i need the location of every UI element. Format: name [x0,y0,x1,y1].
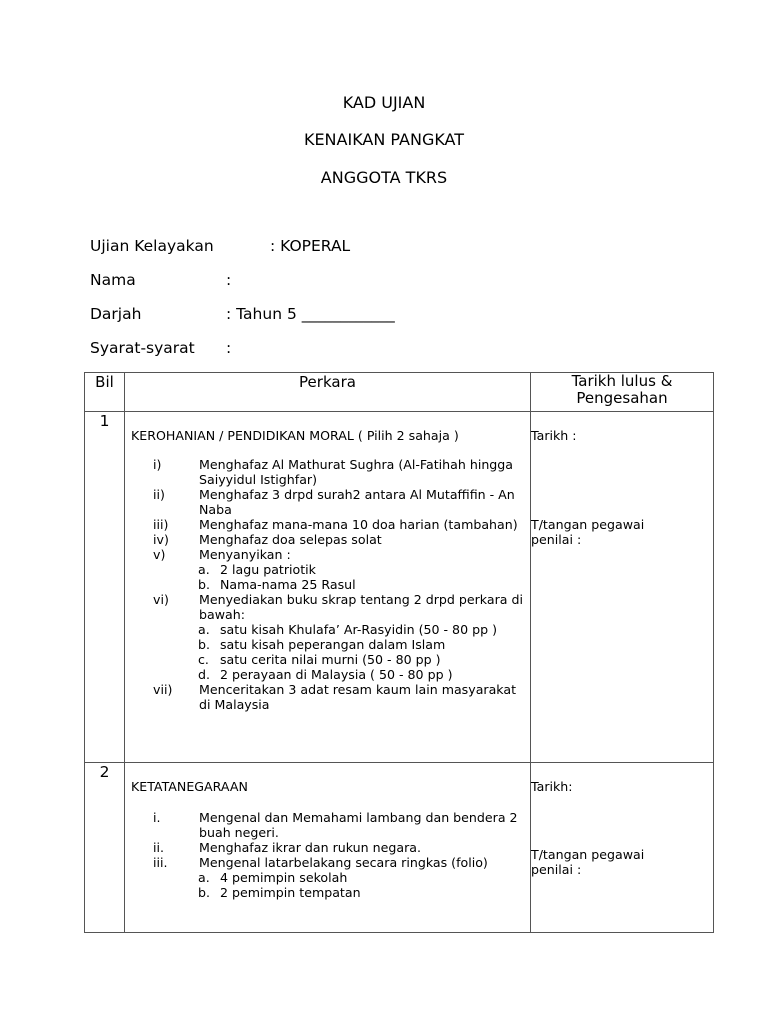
tarikh-label: Tarikh: [531,779,573,794]
tandatangan-line1: T/tangan pegawai [531,517,645,532]
list-item [125,547,530,562]
ujian-kelayakan-label: Ujian Kelayakan [90,237,214,255]
tandatangan-label [531,847,713,877]
section-title: KETATANEGARAAN [131,779,248,794]
sub-item-letter: b. [198,637,210,652]
requirements-table [84,372,714,933]
row-number: 1 [85,412,125,763]
item-text: Mengenal dan Memahami lambang dan bendera 2 buah negeri. [199,810,518,840]
item-text: Mengenal latarbelakang secara ringkas (folio) [199,855,488,870]
darjah-field [90,305,395,323]
sub-item-letter: b. [198,577,210,592]
item-text: Menghafaz mana-mana 10 doa harian (tambahan) [199,517,518,532]
sub-item [125,870,530,885]
header-tarikh-line2: Pengesahan [576,389,668,407]
list-item [125,592,530,622]
sub-item [125,652,530,667]
document-subtitle-2: ANGGOTA TKRS [320,168,448,187]
row-perkara [125,412,531,763]
header-tarikh-line1: Tarikh lulus & [571,372,673,390]
list-item [125,532,530,547]
darjah-label: Darjah [90,305,142,323]
syarat-label: Syarat-syarat [90,339,195,357]
row-tarikh-cell [531,763,714,933]
list-item [125,855,530,870]
item-number: iii) [153,517,169,532]
table-row [85,763,714,933]
item-number: v) [153,547,166,562]
item-list [125,457,530,712]
item-text: Menghafaz 3 drpd surah2 antara Al Mutaffifin - An Naba [199,487,515,517]
sub-item-text: satu kisah peperangan dalam Islam [220,637,446,652]
sub-item-text: satu cerita nilai murni (50 - 80 pp ) [220,652,441,667]
syarat-value: : [226,339,232,357]
item-number: i. [153,810,161,825]
list-item [125,457,530,487]
item-number: ii) [153,487,165,502]
row-perkara [125,763,531,933]
document-subtitle: KENAIKAN PANGKAT [303,130,465,149]
nama-label: Nama [90,271,136,289]
syarat-field [90,339,232,357]
list-item [125,517,530,532]
sub-item [125,577,530,592]
sub-item-text: 2 perayaan di Malaysia ( 50 - 80 pp ) [220,667,453,682]
item-text: Menghafaz doa selepas solat [199,532,382,547]
sub-item [125,885,530,900]
item-number: ii. [153,840,165,855]
row-number: 2 [85,763,125,933]
list-item [125,487,530,517]
tandatangan-line2: penilai : [531,862,582,877]
sub-item-text: 2 lagu patriotik [220,562,316,577]
sub-item-letter: b. [198,885,210,900]
item-number: vii) [153,682,173,697]
sub-item [125,562,530,577]
sub-item-letter: a. [198,870,210,885]
sub-item [125,667,530,682]
list-item [125,840,530,855]
item-text: Menghafaz ikrar dan rukun negara. [199,840,421,855]
header-tarikh [531,373,714,412]
item-text: Menceritakan 3 adat resam kaum lain masyarakat di Malaysia [199,682,517,712]
sub-item-letter: a. [198,622,210,637]
tandatangan-label [531,517,713,547]
section-title: KEROHANIAN / PENDIDIKAN MORAL ( Pilih 2 sahaja ) [131,428,459,443]
sub-item-letter: d. [198,667,210,682]
sub-item-letter: a. [198,562,210,577]
header-bil: Bil [85,373,125,412]
ujian-kelayakan-value: : KOPERAL [270,237,351,255]
nama-field [90,271,232,289]
table-header-row [85,373,714,412]
document-title: KAD UJIAN [342,93,426,112]
sub-item-text: 4 pemimpin sekolah [220,870,348,885]
item-number: vi) [153,592,169,607]
table-row [85,412,714,763]
sub-item [125,637,530,652]
item-text: Menghafaz Al Mathurat Sughra (Al-Fatihah hingga Saiyyidul Istighfar) [199,457,514,487]
item-list [125,810,530,900]
item-text: Menyanyikan : [199,547,291,562]
sub-item-text: satu kisah Khulafa’ Ar-Rasyidin (50 - 80 pp ) [220,622,497,637]
list-item [125,810,530,840]
ujian-kelayakan-field [90,237,351,255]
nama-value: : [226,271,232,289]
sub-item-text: 2 pemimpin tempatan [220,885,361,900]
item-number: iv) [153,532,169,547]
sub-item [125,622,530,637]
row-tarikh-cell [531,412,714,763]
list-item [125,682,530,712]
sub-item-letter: c. [198,652,209,667]
header-perkara: Perkara [125,373,531,412]
sub-item-text: Nama-nama 25 Rasul [220,577,356,592]
item-number: i) [153,457,162,472]
item-text: Menyediakan buku skrap tentang 2 drpd perkara di bawah: [199,592,523,622]
tandatangan-line1: T/tangan pegawai [531,847,645,862]
darjah-value: : Tahun 5 ____________ [226,305,395,323]
item-number: iii. [153,855,168,870]
tandatangan-line2: penilai : [531,532,582,547]
tarikh-label: Tarikh : [531,428,577,443]
